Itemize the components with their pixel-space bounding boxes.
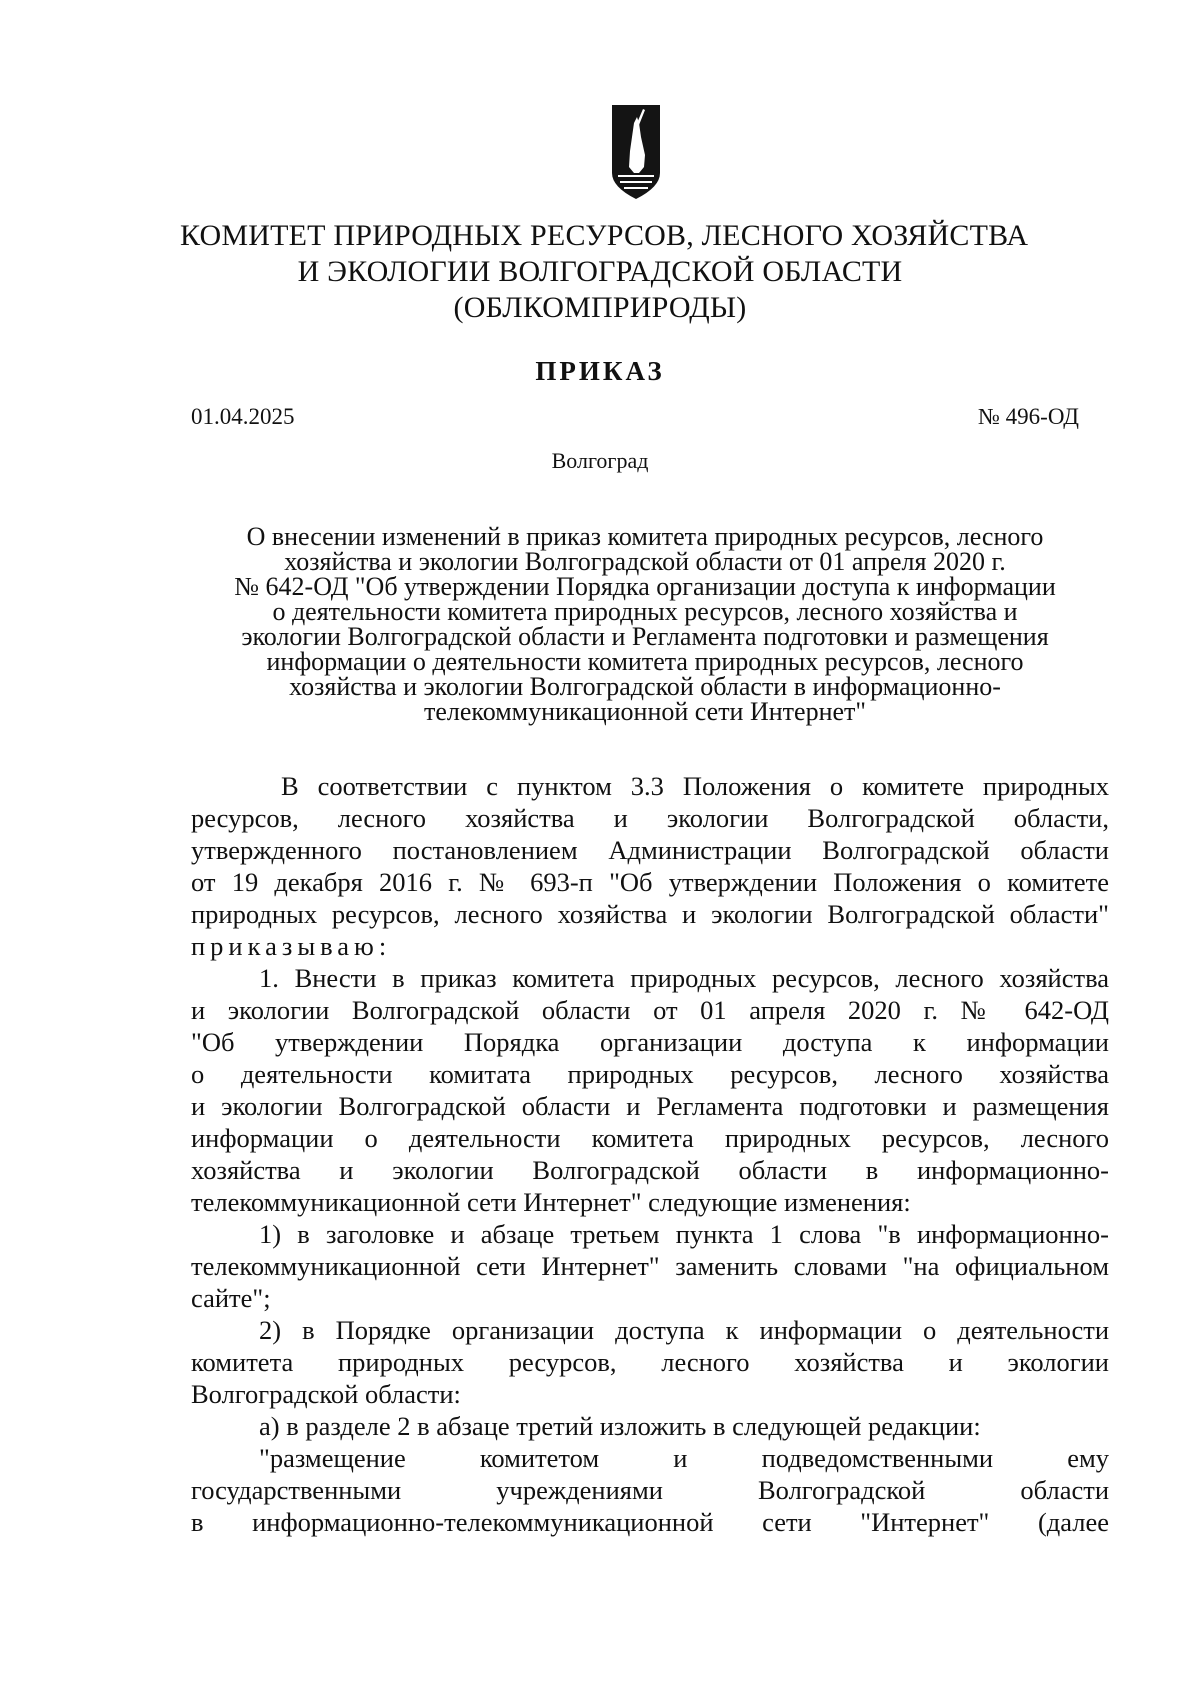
body-line: от 19 декабря 2016 г. № 693-п "Об утверждении Положения о комитете: [191, 867, 1109, 897]
body-line: хозяйства и экологии Волгоградской области в информационно-: [191, 1155, 1109, 1185]
body-line: В соответствии с пунктом 3.3 Положения о комитете природных: [281, 771, 1109, 801]
body-line: "Об утверждении Порядка организации доступа к информации: [191, 1027, 1109, 1057]
body-line: а) в разделе 2 в абзаце третий изложить в следующей редакции:: [259, 1411, 981, 1441]
coat-of-arms-emblem: [610, 103, 662, 201]
body-line: утвержденного постановлением Администрации Волгоградской области: [191, 835, 1109, 865]
body-line: о деятельности комитата природных ресурсов, лесного хозяйства: [191, 1059, 1109, 1089]
body-line: информации о деятельности комитета природных ресурсов, лесного: [191, 1123, 1109, 1153]
document-city: Волгоград: [551, 448, 649, 473]
body-line: Волгоградской области:: [191, 1379, 461, 1409]
body-line: государственными учреждениями Волгоградской области: [191, 1475, 1109, 1505]
subject-line: хозяйства и экологии Волгоградской области от 01 апреля 2020 г.: [284, 547, 1006, 576]
body-line: в информационно-телекоммуникационной сети "Интернет" (далее: [191, 1507, 1109, 1537]
body-line: телекоммуникационной сети Интернет" заменить словами "на официальном: [191, 1251, 1109, 1281]
body-line: сайте";: [191, 1283, 271, 1313]
body-line: приказываю:: [191, 931, 392, 961]
subject-line: экологии Волгоградской области и Регламента подготовки и размещения: [241, 622, 1049, 651]
document-subject: [180, 524, 1110, 724]
body-line: телекоммуникационной сети Интернет" следующие изменения:: [191, 1187, 911, 1217]
body-line: "размещение комитетом и подведомственными ему: [259, 1443, 1109, 1473]
body-line: и экологии Волгоградской области от 01 апреля 2020 г. № 642-ОД: [191, 995, 1109, 1025]
document-number: № 496-ОД: [977, 404, 1079, 429]
subject-line: № 642-ОД "Об утверждении Порядка организации доступа к информации: [234, 572, 1056, 601]
document-body: [191, 770, 1109, 1538]
body-line: и экологии Волгоградской области и Регламента подготовки и размещения: [191, 1091, 1109, 1121]
document-date: 01.04.2025: [191, 404, 295, 429]
agency-name: [180, 218, 1029, 326]
document-type-title: ПРИКАЗ: [535, 356, 665, 386]
subject-line: телекоммуникационной сети Интернет": [423, 697, 866, 726]
subject-line: О внесении изменений в приказ комитета природных ресурсов, лесного: [246, 522, 1044, 551]
agency-line: И ЭКОЛОГИИ ВОЛГОГРАДСКОЙ ОБЛАСТИ: [297, 255, 903, 288]
body-line: 1. Внести в приказ комитета природных ресурсов, лесного хозяйства: [259, 963, 1109, 993]
body-line: 1) в заголовке и абзаце третьем пункта 1 слова "в информационно-: [259, 1219, 1109, 1249]
body-line: природных ресурсов, лесного хозяйства и экологии Волгоградской области": [191, 899, 1109, 929]
subject-line: о деятельности комитета природных ресурсов, лесного хозяйства и: [272, 597, 1018, 626]
agency-line: (ОБЛКОМПРИРОДЫ): [453, 291, 747, 324]
subject-line: хозяйства и экологии Волгоградской области в информационно-: [289, 672, 1001, 701]
agency-line: КОМИТЕТ ПРИРОДНЫХ РЕСУРСОВ, ЛЕСНОГО ХОЗЯЙСТВА: [180, 219, 1029, 252]
subject-line: информации о деятельности комитета природных ресурсов, лесного: [266, 647, 1024, 676]
body-line: 2) в Порядке организации доступа к информации о деятельности: [259, 1315, 1109, 1345]
body-line: ресурсов, лесного хозяйства и экологии Волгоградской области,: [191, 803, 1109, 833]
body-line: комитета природных ресурсов, лесного хозяйства и экологии: [191, 1347, 1109, 1377]
